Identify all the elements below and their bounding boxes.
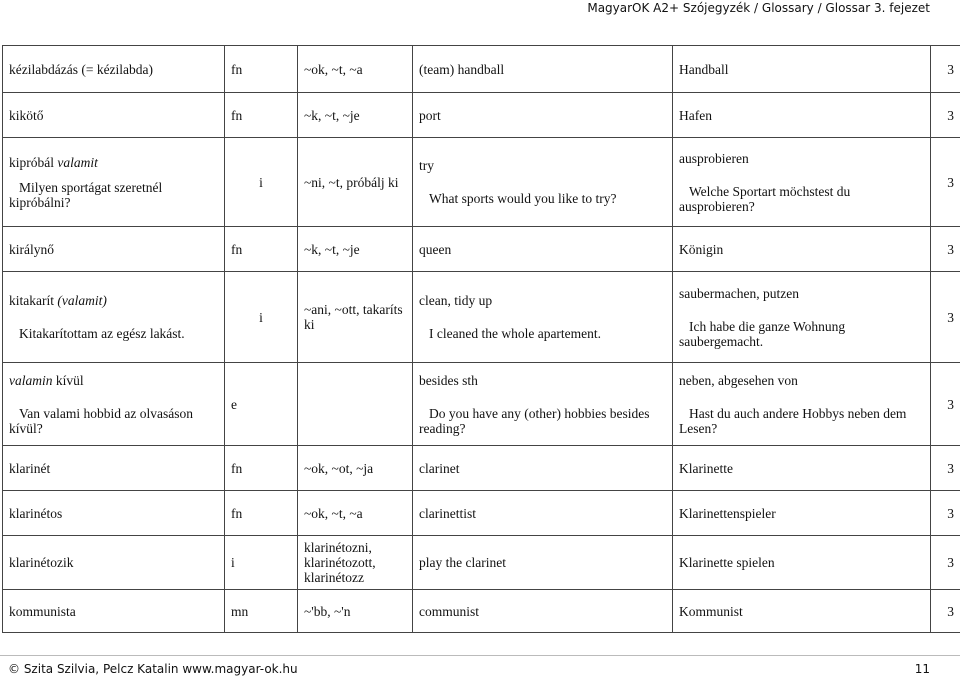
english-cell: port [413, 93, 673, 138]
object-marker: valamin [9, 372, 53, 388]
chapter-cell: 3 [931, 446, 960, 491]
german-cell [673, 363, 931, 446]
part-of-speech-cell: fn [225, 46, 298, 93]
example-sentence: Kitakarítottam az egész lakást. [19, 326, 185, 341]
table-row [3, 590, 960, 633]
headword: kívül [55, 372, 84, 388]
part-of-speech-cell: i [225, 272, 298, 363]
german-cell [673, 138, 931, 227]
hungarian-cell [3, 272, 225, 363]
part-of-speech-cell: i [225, 138, 298, 227]
translation: clean, tidy up [419, 293, 493, 308]
example-translation: Do you have any (other) hobbies besides reading? [419, 405, 650, 436]
hungarian-cell: kézilabdázás (= kézilabda) [3, 46, 225, 93]
hungarian-cell: királynő [3, 227, 225, 272]
footer-credit: © Szita Szilvia, Pelcz Katalin www.magyar-ok.hu [8, 662, 298, 676]
english-cell: play the clarinet [413, 536, 673, 590]
word-forms-cell: ~ani, ~ott, takaríts ki [298, 272, 413, 363]
table-row [3, 227, 960, 272]
translation: ausprobieren [679, 150, 749, 166]
hungarian-cell: klarinétos [3, 491, 225, 536]
chapter-cell: 3 [931, 46, 960, 93]
word-forms-cell: ~ni, ~t, próbálj ki [298, 138, 413, 227]
table-row [3, 138, 960, 227]
object-marker: valamit [57, 154, 98, 170]
german-cell: Klarinette spielen [673, 536, 931, 590]
example-translation: What sports would you like to try? [429, 191, 617, 206]
word-forms-cell: ~ok, ~t, ~a [298, 491, 413, 536]
hungarian-cell [3, 363, 225, 446]
part-of-speech-cell: fn [225, 93, 298, 138]
german-cell [673, 272, 931, 363]
word-forms-cell: ~k, ~t, ~je [298, 227, 413, 272]
english-cell: clarinet [413, 446, 673, 491]
object-marker: (valamit) [57, 293, 107, 308]
example-sentence: Milyen sportágat szeretnél kipróbálni? [9, 179, 163, 210]
translation: try [419, 158, 434, 173]
headword: kipróbál [9, 154, 54, 170]
example-sentence: Van valami hobbid az olvasáson kívül? [9, 405, 193, 436]
german-cell: Königin [673, 227, 931, 272]
part-of-speech-cell: e [225, 363, 298, 446]
word-forms-cell: ~k, ~t, ~je [298, 93, 413, 138]
word-forms-cell: ~ok, ~t, ~a [298, 46, 413, 93]
part-of-speech-cell: fn [225, 491, 298, 536]
word-forms-cell: ~ok, ~ot, ~ja [298, 446, 413, 491]
chapter-cell: 3 [931, 227, 960, 272]
table-row [3, 491, 960, 536]
hungarian-cell: klarinét [3, 446, 225, 491]
translation: besides sth [419, 372, 478, 388]
chapter-cell: 3 [931, 536, 960, 590]
example-translation: I cleaned the whole apartement. [429, 326, 602, 341]
word-forms-cell [298, 363, 413, 446]
hungarian-cell: kikötő [3, 93, 225, 138]
table-row [3, 46, 960, 93]
chapter-cell: 3 [931, 93, 960, 138]
chapter-cell: 3 [931, 491, 960, 536]
german-cell: Klarinettenspieler [673, 491, 931, 536]
english-cell: queen [413, 227, 673, 272]
translation: saubermachen, putzen [679, 285, 799, 301]
glossary-table [2, 45, 960, 633]
table-row [3, 363, 960, 446]
table-row [3, 536, 960, 590]
english-cell [413, 138, 673, 227]
hungarian-cell: kommunista [3, 590, 225, 633]
english-cell [413, 272, 673, 363]
english-cell: clarinettist [413, 491, 673, 536]
page-footer [8, 661, 952, 677]
chapter-cell: 3 [931, 590, 960, 633]
footer-divider [0, 655, 960, 656]
english-cell [413, 363, 673, 446]
table-row [3, 446, 960, 491]
german-cell: Kommunist [673, 590, 931, 633]
hungarian-cell: klarinétozik [3, 536, 225, 590]
chapter-cell: 3 [931, 363, 960, 446]
english-cell: communist [413, 590, 673, 633]
german-cell: Handball [673, 46, 931, 93]
table-row [3, 272, 960, 363]
part-of-speech-cell: i [225, 536, 298, 590]
page-header: MagyarOK A2+ Szójegyzék / Glossary / Glossar 3. fejezet [587, 1, 930, 15]
chapter-cell: 3 [931, 138, 960, 227]
german-cell: Klarinette [673, 446, 931, 491]
word-forms-cell: ~'bb, ~'n [298, 590, 413, 633]
english-cell: (team) handball [413, 46, 673, 93]
table-row [3, 93, 960, 138]
example-translation: Welche Sportart möchstest du ausprobieren? [679, 183, 851, 214]
chapter-cell: 3 [931, 272, 960, 363]
translation: neben, abgesehen von [679, 372, 798, 388]
headword: kitakarít [9, 293, 54, 308]
german-cell: Hafen [673, 93, 931, 138]
word-forms-cell: klarinétozni, klarinétozott, klarinétozz [298, 536, 413, 590]
page-number: 11 [914, 662, 930, 676]
part-of-speech-cell: fn [225, 227, 298, 272]
part-of-speech-cell: fn [225, 446, 298, 491]
example-translation: Hast du auch andere Hobbys neben dem Lesen? [679, 405, 907, 436]
hungarian-cell [3, 138, 225, 227]
example-translation: Ich habe die ganze Wohnung saubergemacht. [679, 318, 846, 349]
part-of-speech-cell: mn [225, 590, 298, 633]
